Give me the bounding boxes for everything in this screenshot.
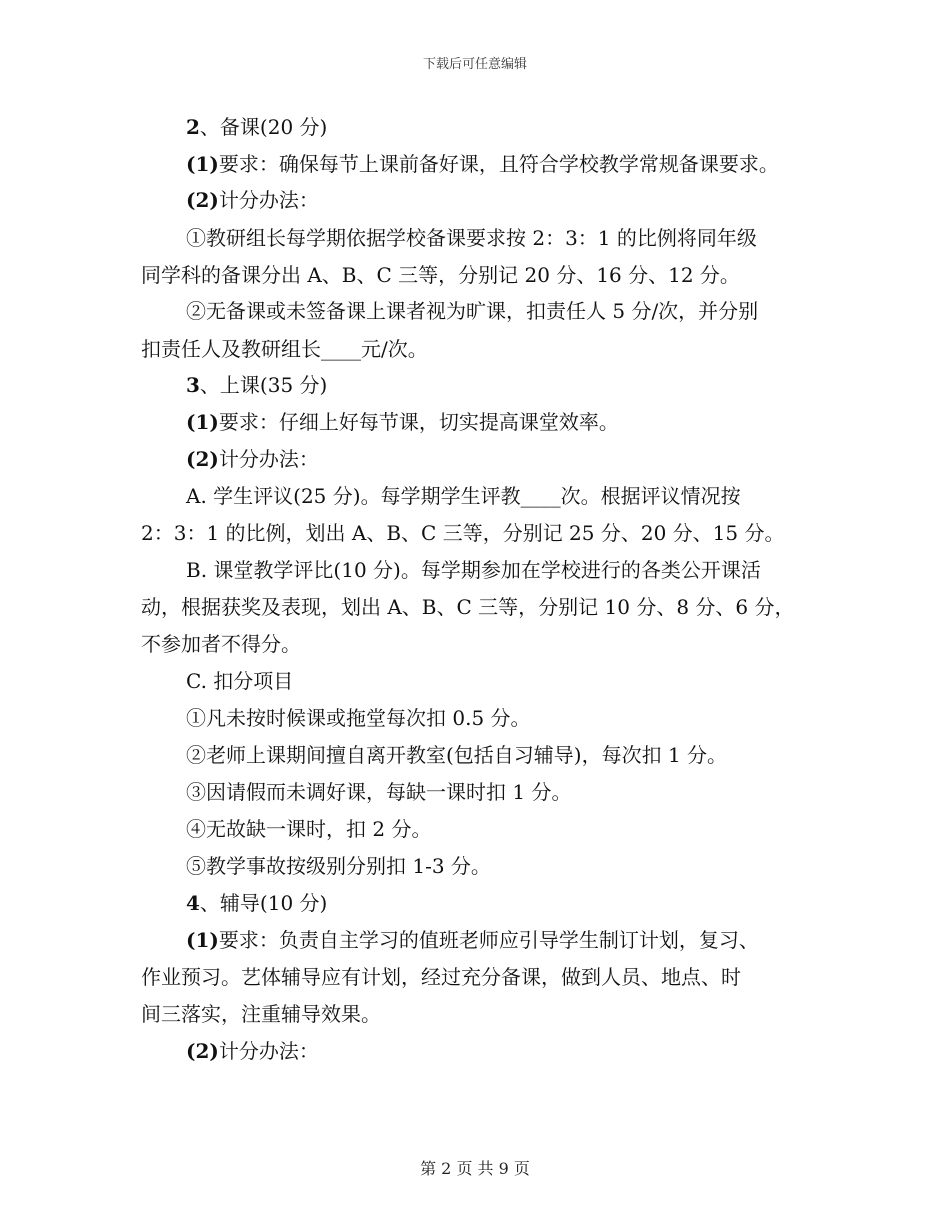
item-number: (2)	[186, 1039, 219, 1063]
list-item: ③因请假而未调好课，每缺一课时扣 1 分。	[186, 780, 572, 804]
paragraph-line: 扣责任人及教研组长____元/次。	[141, 337, 428, 361]
paragraph-line: B. 课堂教学评比(10 分)。每学期参加在学校进行的各类公开课活	[186, 558, 761, 582]
section-title: 、备课(20 分)	[199, 115, 328, 139]
paragraph	[186, 408, 619, 436]
section-heading-class	[186, 371, 327, 399]
paragraph	[186, 445, 319, 473]
list-item: ②老师上课期间擅自离开教室(包括自习辅导)，每次扣 1 分。	[186, 743, 728, 767]
item-number: (2)	[186, 188, 219, 212]
paragraph-line: ②无备课或未签备课上课者视为旷课，扣责任人 5 分/次，并分别	[186, 299, 759, 323]
paragraph-line: 间三落实，注重辅导效果。	[141, 1002, 381, 1026]
section-title: 、上课(35 分)	[199, 373, 328, 397]
paragraph-line: C. 扣分项目	[186, 669, 294, 693]
paragraph	[186, 926, 759, 954]
paragraph-text: 计分办法：	[218, 447, 319, 471]
paragraph-text: 要求：仔细上好每节课，切实提高课堂效率。	[218, 410, 619, 434]
paragraph-line: 同学科的备课分出 A、B、C 三等，分别记 20 分、16 分、12 分。	[141, 263, 740, 287]
list-item: ④无故缺一课时，扣 2 分。	[186, 817, 432, 841]
paragraph-line: A. 学生评议(25 分)。每学期学生评教____次。根据评议情况按	[186, 484, 741, 508]
item-number: (1)	[186, 410, 219, 434]
list-item: ⑤教学事故按级别分别扣 1-3 分。	[186, 854, 491, 878]
item-number: (1)	[186, 152, 219, 176]
paragraph-line: 动，根据获奖及表现，划出 A、B、C 三等，分别记 10 分、8 分、6 分，	[141, 595, 795, 619]
section-title: 、辅导(10 分)	[199, 891, 328, 915]
paragraph-line: 作业预习。艺体辅导应有计划，经过充分备课，做到人员、地点、时	[141, 965, 741, 989]
page-footer: 第 2 页 共 9 页	[420, 1159, 530, 1178]
paragraph-text: 计分办法：	[218, 188, 319, 212]
list-item: ①凡未按时候课或拖堂每次扣 0.5 分。	[186, 706, 531, 730]
paragraph-text: 计分办法：	[218, 1039, 319, 1063]
section-heading-tutoring	[186, 889, 327, 917]
section-number: 4	[186, 891, 200, 915]
paragraph-line: ①教研组长每学期依据学校备课要求按 2：3：1 的比例将同年级	[186, 226, 757, 250]
item-number: (1)	[186, 928, 219, 952]
section-heading-lesson-prep	[186, 113, 327, 141]
paragraph	[186, 150, 779, 178]
page-header: 下载后可任意编辑	[422, 57, 527, 72]
section-number: 2	[186, 115, 200, 139]
paragraph	[186, 186, 319, 214]
item-number: (2)	[186, 447, 219, 471]
section-number: 3	[186, 373, 200, 397]
paragraph-text: 要求：确保每节上课前备好课，且符合学校教学常规备课要求。	[218, 152, 779, 176]
paragraph-line: 2：3：1 的比例，划出 A、B、C 三等，分别记 25 分、20 分、15 分。	[141, 521, 785, 545]
paragraph-line: 不参加者不得分。	[141, 632, 301, 656]
paragraph	[186, 1037, 319, 1065]
paragraph-text: 要求：负责自主学习的值班老师应引导学生制订计划，复习、	[218, 928, 759, 952]
